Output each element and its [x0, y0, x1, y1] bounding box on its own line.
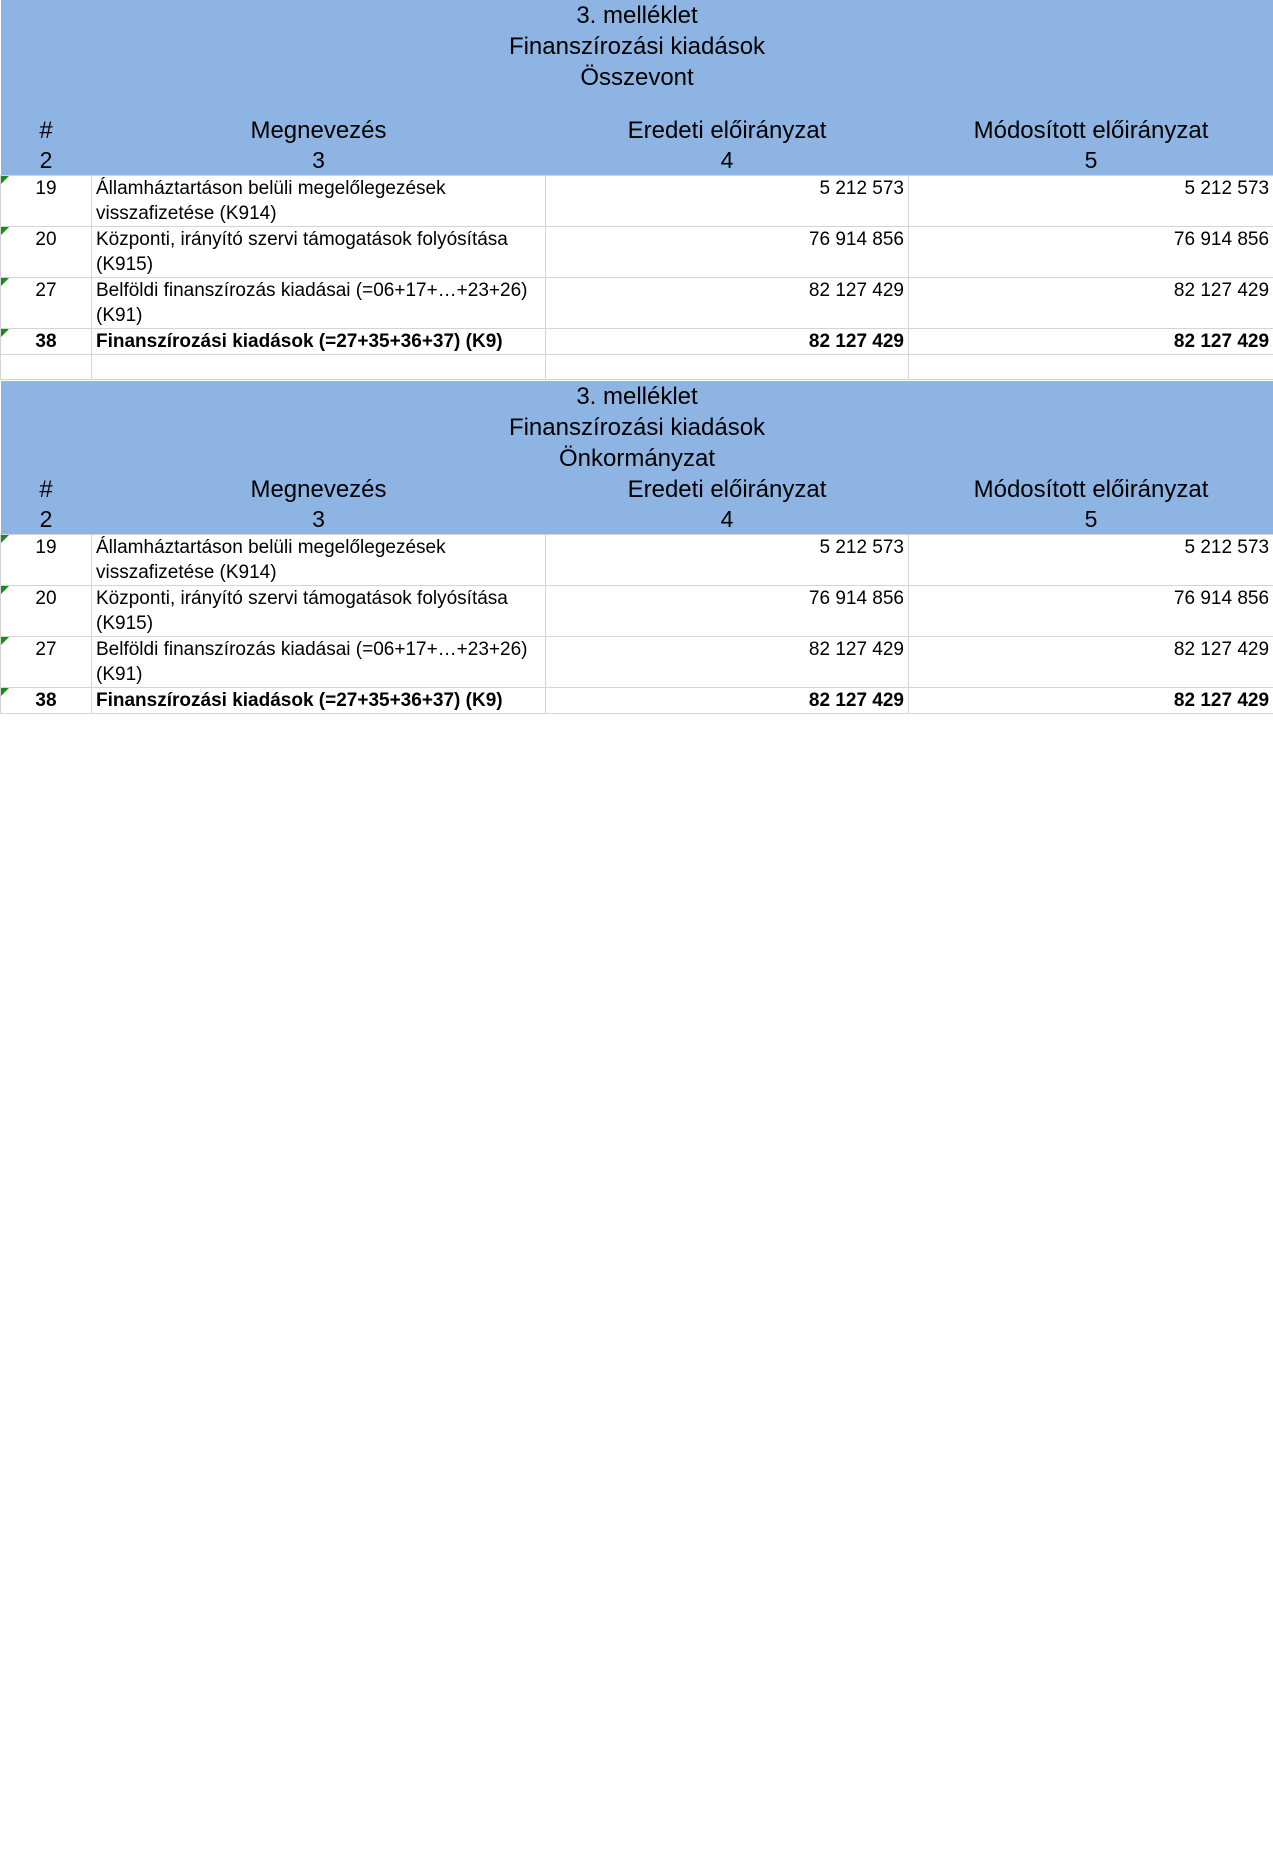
- table-row: [1, 176, 1273, 227]
- annex-title: 3. melléklet: [1, 0, 1273, 31]
- col-index: 3: [92, 505, 546, 535]
- col-index: 4: [546, 146, 909, 176]
- section-onkormanyzat: [0, 381, 1273, 714]
- cell-flag-icon: [1, 176, 9, 184]
- row-modified: 5 212 573: [909, 176, 1273, 227]
- row-modified: 82 127 429: [909, 688, 1273, 714]
- col-header-name: Megnevezés: [92, 115, 546, 146]
- col-header-number: #: [1, 115, 92, 146]
- row-original: 82 127 429: [546, 329, 909, 355]
- table-subtitle: Összevont: [1, 62, 1273, 93]
- row-modified: 82 127 429: [909, 329, 1273, 355]
- row-name: Államháztartáson belüli megelőlegezések visszafizetése (K914): [92, 535, 546, 586]
- row-number: 27: [35, 280, 57, 301]
- row-number: 20: [35, 588, 57, 609]
- row-modified: 76 914 856: [909, 227, 1273, 278]
- col-header-original: Eredeti előirányzat: [546, 474, 909, 505]
- row-name: Központi, irányító szervi támogatások folyósítása (K915): [92, 586, 546, 637]
- row-name: Finanszírozási kiadások (=27+35+36+37) (K9): [92, 688, 546, 714]
- cell-flag-icon: [1, 227, 9, 235]
- row-number: 38: [35, 690, 57, 711]
- col-header-modified: Módosított előirányzat: [909, 115, 1273, 146]
- row-name: Központi, irányító szervi támogatások folyósítása (K915): [92, 227, 546, 278]
- col-header-number: #: [1, 474, 92, 505]
- row-name: Államháztartáson belüli megelőlegezések visszafizetése (K914): [92, 176, 546, 227]
- row-name: Belföldi finanszírozás kiadásai (=06+17+…+23+26) (K91): [92, 637, 546, 688]
- col-index: 5: [909, 505, 1273, 535]
- row-original: 82 127 429: [546, 637, 909, 688]
- row-number: 19: [35, 537, 57, 558]
- table-row: [1, 586, 1273, 637]
- finance-table: [0, 0, 1273, 380]
- total-row: [1, 329, 1273, 355]
- row-name: Finanszírozási kiadások (=27+35+36+37) (K9): [92, 329, 546, 355]
- cell-flag-icon: [1, 586, 9, 594]
- cell-flag-icon: [1, 637, 9, 645]
- row-modified: 76 914 856: [909, 586, 1273, 637]
- row-original: 82 127 429: [546, 688, 909, 714]
- section-osszevont: [0, 0, 1273, 380]
- table-row: [1, 535, 1273, 586]
- table-row: [1, 637, 1273, 688]
- table-row: [1, 227, 1273, 278]
- row-original: 76 914 856: [546, 227, 909, 278]
- col-header-original: Eredeti előirányzat: [546, 115, 909, 146]
- row-number: 38: [35, 331, 57, 352]
- col-index: 5: [909, 146, 1273, 176]
- row-original: 5 212 573: [546, 535, 909, 586]
- row-number: 27: [35, 639, 57, 660]
- total-row: [1, 688, 1273, 714]
- row-number: 19: [35, 178, 57, 199]
- row-modified: 5 212 573: [909, 535, 1273, 586]
- col-index: 3: [92, 146, 546, 176]
- row-name: Belföldi finanszírozás kiadásai (=06+17+…+23+26) (K91): [92, 278, 546, 329]
- row-modified: 82 127 429: [909, 637, 1273, 688]
- cell-flag-icon: [1, 688, 9, 696]
- col-header-name: Megnevezés: [92, 474, 546, 505]
- row-modified: 82 127 429: [909, 278, 1273, 329]
- col-index: 4: [546, 505, 909, 535]
- annex-title: 3. melléklet: [1, 381, 1273, 412]
- table-title: Finanszírozási kiadások: [1, 31, 1273, 62]
- cell-flag-icon: [1, 329, 9, 337]
- row-original: 76 914 856: [546, 586, 909, 637]
- cell-flag-icon: [1, 535, 9, 543]
- col-index: 2: [1, 505, 92, 535]
- row-original: 82 127 429: [546, 278, 909, 329]
- table-subtitle: Önkormányzat: [1, 443, 1273, 474]
- table-title: Finanszírozási kiadások: [1, 412, 1273, 443]
- row-number: 20: [35, 229, 57, 250]
- col-header-modified: Módosított előirányzat: [909, 474, 1273, 505]
- col-index: 2: [1, 146, 92, 176]
- row-original: 5 212 573: [546, 176, 909, 227]
- finance-table: [0, 381, 1273, 714]
- table-row: [1, 278, 1273, 329]
- cell-flag-icon: [1, 278, 9, 286]
- spacer-row: [1, 355, 1273, 380]
